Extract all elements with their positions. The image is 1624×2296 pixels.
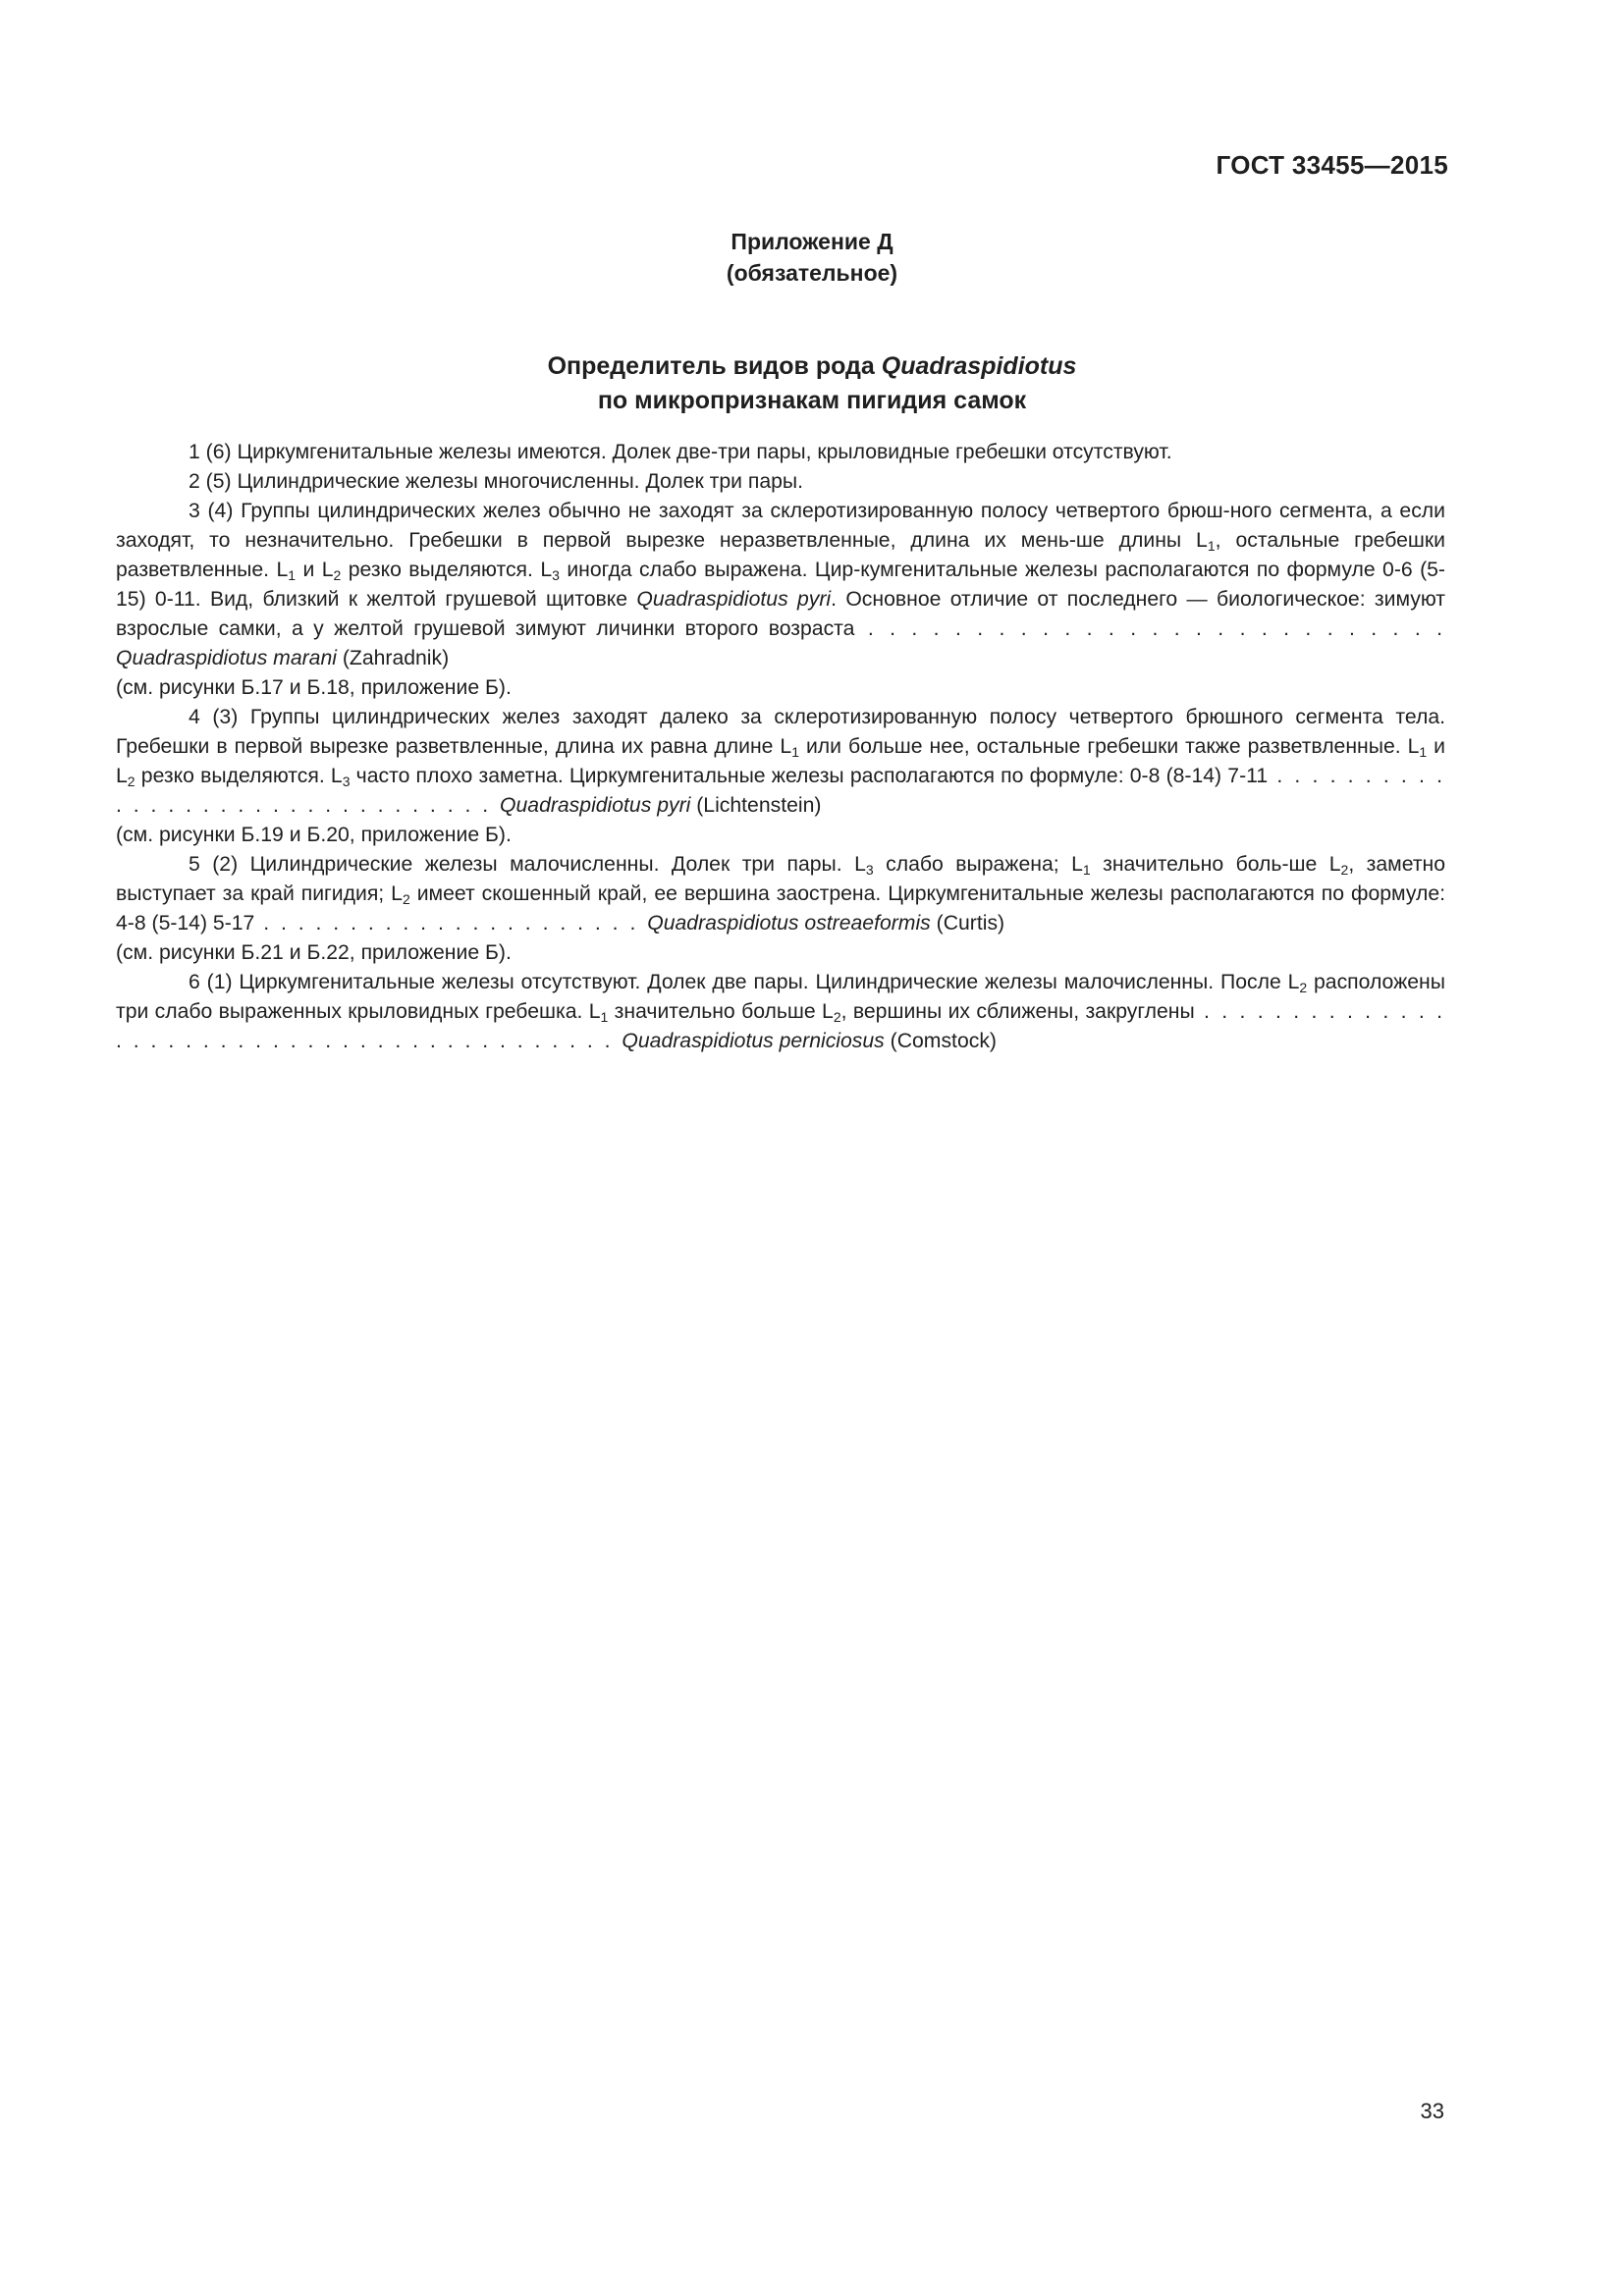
- entry-text: имеет скошенный край, ее вершина заострена. Циркумгенитальные железы располагаются по формуле: 4-8 (5-14) 5-17: [116, 882, 1445, 934]
- subscript: 1: [1082, 862, 1091, 878]
- figure-reference-5: (см. рисунки Б.21 и Б.22, приложение Б).: [116, 941, 512, 964]
- species-name: Quadraspidiotus ostreaeformis: [647, 912, 931, 934]
- species-name: Quadraspidiotus pyri: [500, 794, 691, 817]
- page-number: 33: [1420, 2099, 1444, 2123]
- figure-reference-3: (см. рисунки Б.17 и Б.18, приложение Б).: [116, 676, 512, 699]
- figure-reference-4: (см. рисунки Б.19 и Б.20, приложение Б).: [116, 824, 512, 846]
- key-entry-2: 2 (5) Цилиндрические железы многочисленны. Долек три пары.: [189, 470, 804, 493]
- title-prefix: Определитель видов рода: [547, 352, 882, 380]
- entry-text: 6 (1) Циркумгенитальные железы отсутствуют. Долек две пары. Цилиндрические железы малочисленны. После L: [189, 971, 1300, 993]
- entry-text: . Основное отличие от последнего — биологическое: зимуют взрослые самки, а у желтой грушевой зимуют личинки второго возраста: [116, 588, 1445, 640]
- document-title: [0, 349, 1624, 418]
- species-author: (Curtis): [930, 912, 1005, 934]
- key-entry-6: [116, 968, 1445, 1056]
- subscript: 1: [288, 567, 297, 583]
- entry-text: и L: [296, 559, 334, 581]
- species-name: Quadraspidiotus pyri: [636, 588, 832, 611]
- key-entry-1: 1 (6) Циркумгенитальные железы имеются. Долек две-три пары, крыловидные гребешки отсутствуют.: [189, 441, 1172, 463]
- leader-dots: . . . . . . . . . . . . . . . . . . . . . . . . . . .: [854, 617, 1446, 640]
- subscript: 2: [333, 567, 342, 583]
- subscript: 1: [1419, 744, 1428, 760]
- species-name: Quadraspidiotus marani: [116, 647, 337, 669]
- entry-text: резко выделяются. L: [341, 559, 553, 581]
- entry-text: , вершины их сближены, закруглены: [840, 1000, 1195, 1023]
- title-line-1: [0, 349, 1624, 384]
- subscript: 1: [1207, 538, 1216, 554]
- subscript: 2: [833, 1009, 841, 1025]
- identification-key: [116, 438, 1445, 1056]
- subscript: 3: [865, 862, 874, 878]
- subscript: 2: [1340, 862, 1349, 878]
- entry-text: 5 (2) Цилиндрические железы малочисленны. Долек три пары. L: [189, 853, 866, 876]
- subscript: 3: [342, 774, 351, 789]
- leader-dots: . . . . . . . . . . . . . . . . . . . . . . . . . . . . . . . . . . . . . . . . . . .: [116, 1000, 1446, 1052]
- leader-dots: . . . . . . . . . . . . . . . . . . . . . . . . . . . . . . . .: [116, 765, 1445, 817]
- entry-text: слабо выражена; L: [873, 853, 1083, 876]
- title-genus: Quadraspidiotus: [881, 352, 1077, 380]
- entry-text: часто плохо заметна. Циркумгенитальные железы располагаются по формуле: 0-8 (8-14) 7-11: [350, 765, 1269, 787]
- standard-code: ГОСТ 33455—2015: [1216, 150, 1448, 180]
- entry-text: расположены три слабо выраженных крыловидных гребешка. L: [116, 971, 1445, 1023]
- appendix-label: Приложение Д: [731, 229, 893, 254]
- subscript: 3: [552, 567, 560, 583]
- entry-text: или больше нее, остальные гребешки также разветвленные. L: [799, 735, 1420, 758]
- species-name: Quadraspidiotus perniciosus: [622, 1030, 885, 1052]
- key-entry-3: [116, 497, 1445, 673]
- subscript: 1: [791, 744, 799, 760]
- key-entry-5: [116, 850, 1445, 938]
- subscript: 2: [402, 891, 410, 907]
- species-author: (Zahradnik): [336, 647, 450, 669]
- entry-text: иногда слабо выражена. Цир-кумгенитальные железы располагаются по формуле 0-6 (5-15) 0-11. Вид, близкий к желтой грушевой щитовке: [116, 559, 1445, 611]
- species-author: (Comstock): [884, 1030, 997, 1052]
- entry-text: и L: [116, 735, 1445, 787]
- species-author: (Lichtenstein): [690, 794, 822, 817]
- entry-text: , остальные гребешки разветвленные. L: [116, 529, 1446, 581]
- subscript: 2: [127, 774, 135, 789]
- key-entry-4: [116, 703, 1445, 821]
- entry-text: 4 (3) Группы цилиндрических желез заходят далеко за склеротизированную полосу четвертого брюшного сегмента тела. Гребешки в первой вырезке разветвленные, длина их равна длине L: [116, 706, 1445, 758]
- entry-text: резко выделяются. L: [135, 765, 343, 787]
- appendix-status: (обязательное): [726, 260, 898, 286]
- entry-text: , заметно выступает за край пигидия; L: [116, 853, 1446, 905]
- entry-text: 3 (4) Группы цилиндрических желез обычно не заходят за склеротизированную полосу четвертого брюш-ного сегмента, а если заходят, то незначительно. Гребешки в первой вырезке неразветвленные, длина их мень-ше длины L: [116, 500, 1445, 552]
- leader-dots: . . . . . . . . . . . . . . . . . . . . . .: [254, 912, 648, 934]
- subscript: 1: [600, 1009, 609, 1025]
- subscript: 2: [1299, 980, 1308, 995]
- title-line-2: по микропризнакам пигидия самок: [597, 387, 1027, 414]
- entry-text: значительно боль-ше L: [1090, 853, 1341, 876]
- entry-text: значительно больше L: [608, 1000, 834, 1023]
- appendix-heading: [0, 226, 1624, 289]
